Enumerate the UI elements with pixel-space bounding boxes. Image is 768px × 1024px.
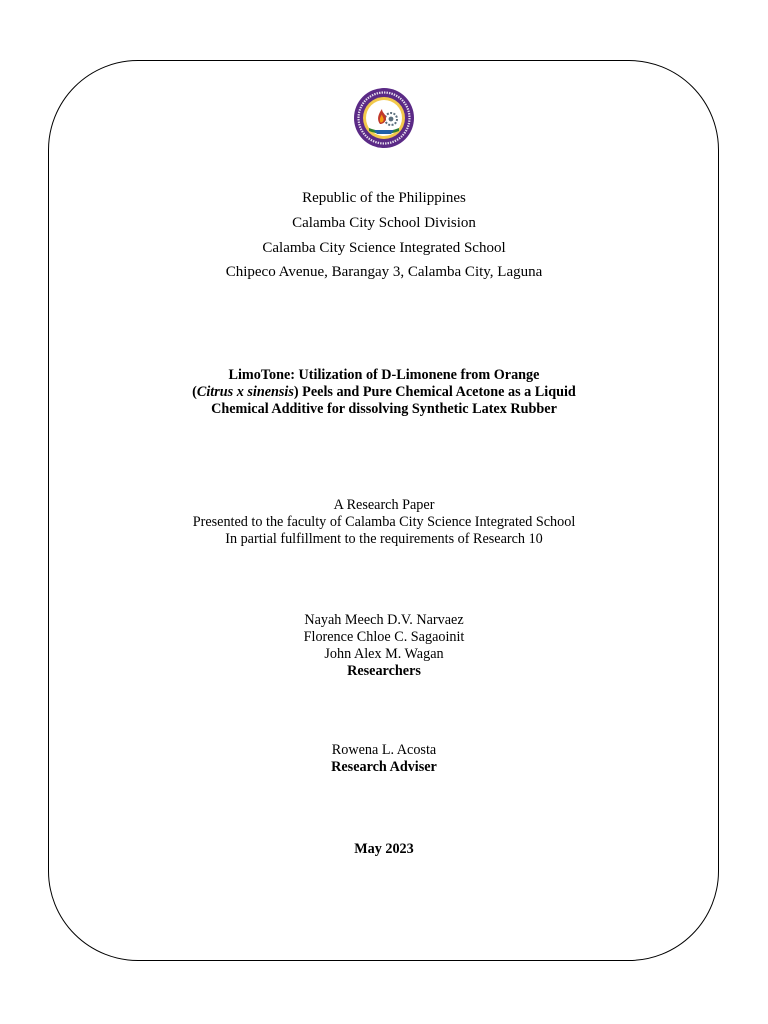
description-type: A Research Paper [333,497,435,513]
header-address: Chipeco Avenue, Barangay 3, Calamba City, Laguna [225,264,543,281]
adviser-name: Rowena L. Acosta [331,742,437,758]
researcher-name: Florence Chloe C. Sagaoinit [303,629,465,645]
school-seal-logo [353,87,415,149]
header-division: Calamba City School Division [292,214,476,231]
title-line-3: Chemical Additive for dissolving Synthetic Latex Rubber [211,401,557,417]
description-fulfillment: In partial fulfillment to the requirements of Research 10 [225,531,543,547]
researchers-section [0,612,768,680]
header-school: Calamba City Science Integrated School [262,239,506,256]
seal-graphic [353,87,415,149]
date-text: May 2023 [354,841,414,857]
seal-book-icon [374,130,394,134]
adviser-label: Research Adviser [331,759,437,775]
paper-description [0,497,768,548]
title-line-2-rest: ) Peels and Pure Chemical Acetone as a Liquid [293,384,576,400]
researcher-name: John Alex M. Wagan [324,646,444,662]
title-paren-open: ( [192,384,197,400]
description-presented-to: Presented to the faculty of Calamba City Science Integrated School [192,514,576,530]
adviser-section [0,742,768,776]
researchers-label: Researchers [347,663,421,679]
title-species-name: Citrus x sinensis [196,384,294,400]
institution-header [0,186,768,285]
paper-title [0,367,768,418]
header-country: Republic of the Philippines [302,190,466,206]
submission-date [0,841,768,858]
researcher-name: Nayah Meech D.V. Narvaez [304,612,464,628]
title-line-1: LimoTone: Utilization of D-Limonene from Orange [228,367,540,383]
title-line-2 [0,384,768,401]
